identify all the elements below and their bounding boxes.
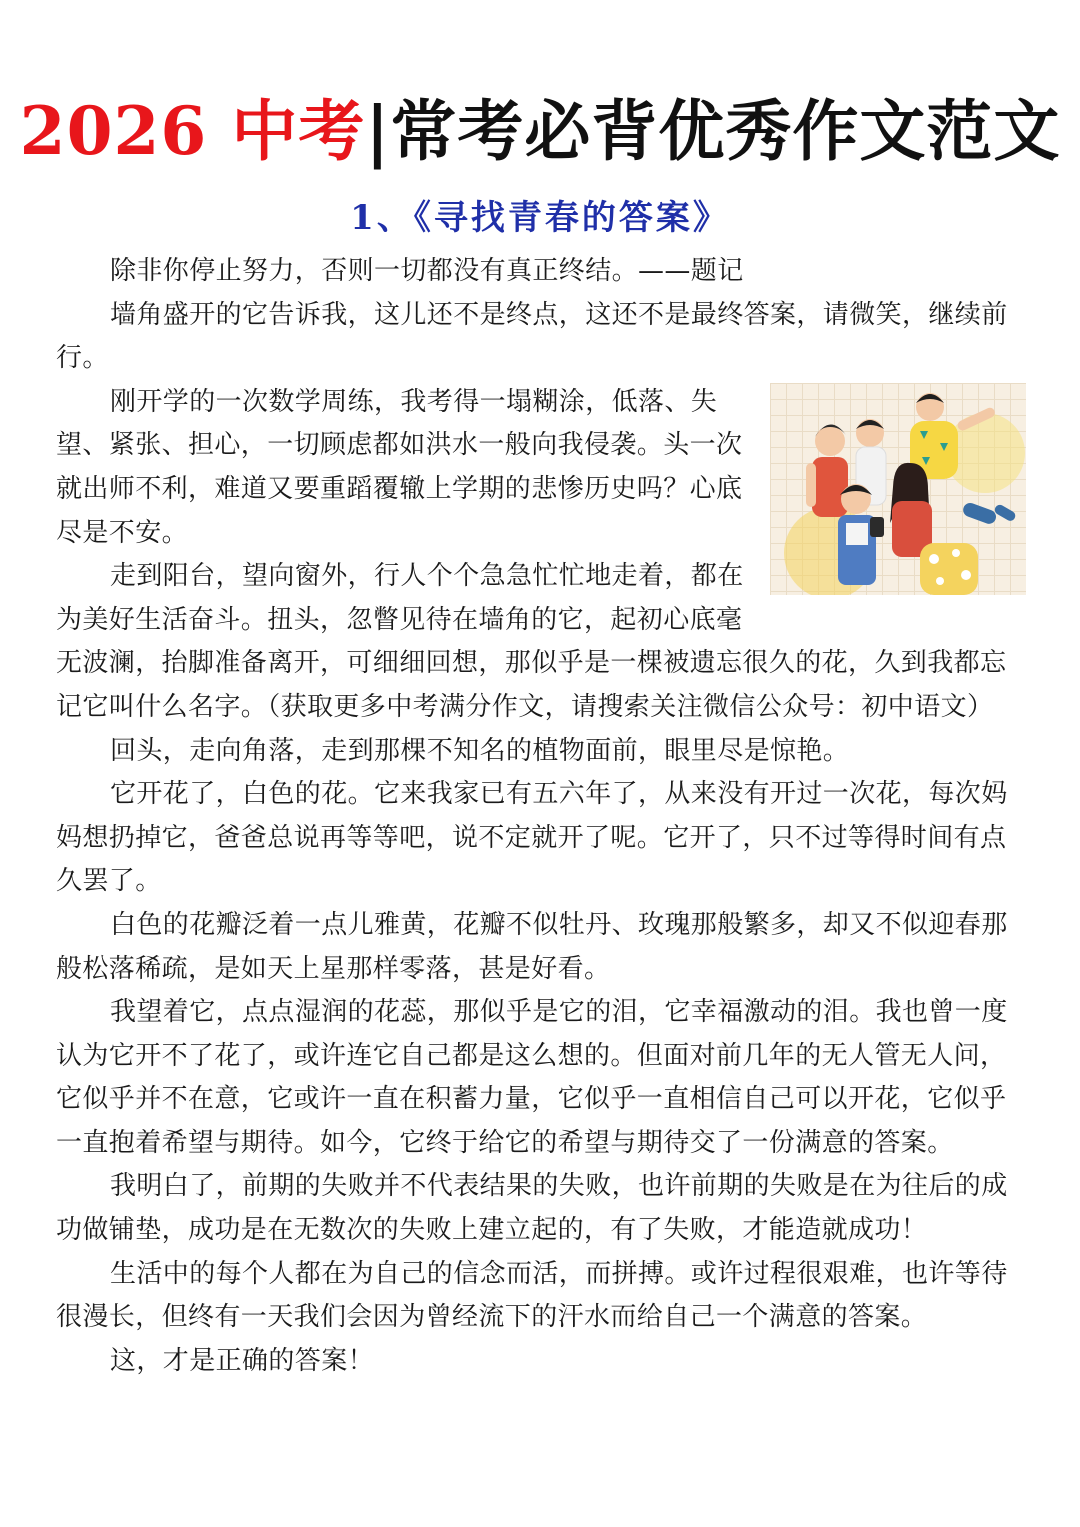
essay-paragraph-7: 白色的花瓣泛着一点儿雅黄，花瓣不似牡丹、玫瑰那般繁多，却又不似迎春那般松落稀疏，是如天上星那样零落，甚是好看。 — [56, 909, 1008, 984]
essay-paragraph-11: 这，才是正确的答案！ — [110, 1345, 375, 1376]
essay-paragraph-8: 我望着它，点点湿润的花蕊，那似乎是它的泪，它幸福激动的泪。我也曾一度认为它开不了花了，或许连它自己都是这么想的。但面对前几年的无人管无人问，它似乎并不在意，它或许一直在积蓄力量，它似乎一直相信自己可以开花，它似乎一直抱着希望与期待。如今，它终于给它的希望与期待交了一份满意的答案。 — [56, 997, 1008, 1158]
essay-paragraph-4: 走到阳台，望向窗外，行人个个急急忙忙地走着，都在为美好生活奋斗。扭头，忽瞥见待在墙角的它，起初心底毫无波澜，抬脚准备离开，可细细回想，那似乎是一棵被遗忘很久的花，久到我都忘记它叫什么名字。（获取更多中考满分作文，请搜索关注微信公众号：初中语文） — [56, 561, 1007, 722]
essay-paragraph-1: 除非你停止努力，否则一切都没有真正终结。——题记 — [110, 256, 744, 286]
essay-paragraph-9: 我明白了，前期的失败并不代表结果的失败，也许前期的失败是在为往后的成功做铺垫，成功是在无数次的失败上建立起的，有了失败，才能造就成功！ — [56, 1171, 1008, 1246]
title-year-exam: 2026 中考 — [19, 92, 366, 170]
essay-paragraph-3: 刚开学的一次数学周练，我考得一塌糊涂，低落、失望、紧张、担心，一切顾虑都如洪水一般向我侵袭。头一次就出师不利，难道又要重蹈覆辙上学期的悲惨历史吗？心底尽是不安。 — [56, 386, 743, 548]
essay-body — [56, 250, 1026, 1383]
essay-subtitle: 1、《寻找青春的答案》 — [350, 198, 730, 238]
title-main: |常考必背优秀作文范文 — [365, 92, 1061, 170]
essay-paragraph-10: 生活中的每个人都在为自己的信念而活，而拼搏。或许过程很艰难，也许等待很漫长，但终有一天我们会因为曾经流下的汗水而给自己一个满意的答案。 — [56, 1258, 1008, 1333]
essay-paragraph-6: 它开花了，白色的花。它来我家已有五六年了，从来没有开过一次花，每次妈妈想扔掉它，爸爸总说再等等吧，说不定就开了呢。它开了，只不过等得时间有点久罢了。 — [56, 779, 1008, 897]
page-title — [0, 86, 1080, 176]
essay-paragraph-5: 回头，走向角落，走到那棵不知名的植物面前，眼里尽是惊艳。 — [110, 735, 850, 766]
students-illustration — [770, 383, 1026, 595]
essay-paragraph-2: 墙角盛开的它告诉我，这儿还不是终点，这还不是最终答案，请微笑，继续前行。 — [56, 299, 1008, 374]
